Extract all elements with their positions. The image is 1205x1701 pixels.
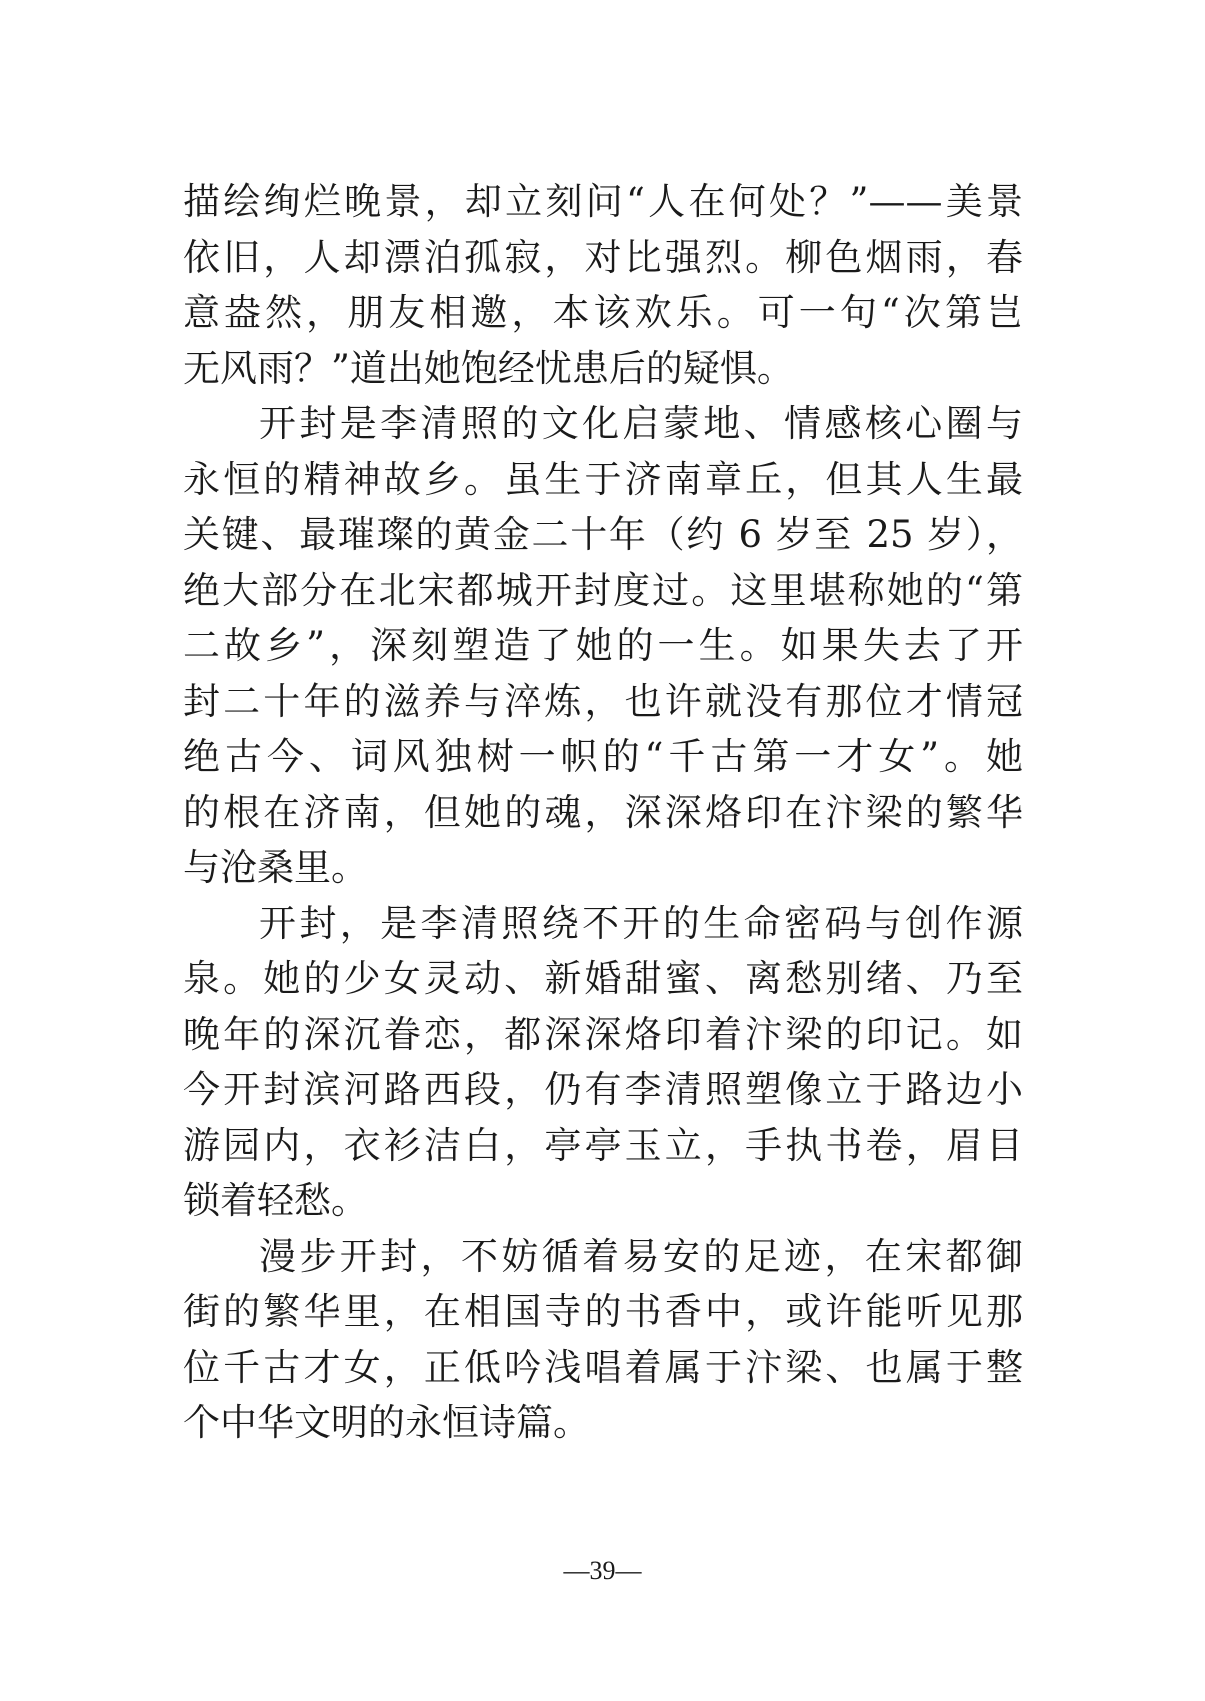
text-line: 开封，是李清照绕不开的生命密码与创作源 bbox=[259, 901, 1023, 945]
text-line: 意盎然，朋友相邀，本该欢乐。可一句“次第岂 bbox=[183, 291, 1023, 334]
page-number: —39— bbox=[563, 1556, 642, 1585]
text-line: 描绘绚烂晚景，却立刻问“人在何处？”——美景 bbox=[183, 180, 1023, 223]
text-line: 封二十年的滋养与淬炼，也许就没有那位才情冠 bbox=[183, 679, 1023, 723]
text-line: 锁着轻愁。 bbox=[183, 1179, 368, 1222]
text-line: 与沧桑里。 bbox=[183, 846, 368, 889]
text-line: 漫步开封，不妨循着易安的足迹，在宋都御 bbox=[259, 1234, 1023, 1278]
paragraph-3 bbox=[183, 896, 1023, 1229]
text-line: 泉。她的少女灵动、新婚甜蜜、离愁别绪、乃至 bbox=[183, 957, 1023, 1000]
text-line: 游园内，衣衫洁白，亭亭玉立，手执书卷，眉目 bbox=[183, 1123, 1023, 1167]
paragraph-1 bbox=[183, 174, 1023, 396]
text-line: 开封是李清照的文化启蒙地、情感核心圈与 bbox=[259, 402, 1023, 445]
body-text bbox=[183, 174, 1023, 1451]
text-line: 的根在济南，但她的魂，深深烙印在汴梁的繁华 bbox=[183, 790, 1023, 834]
text-line: 今开封滨河路西段，仍有李清照塑像立于路边小 bbox=[183, 1068, 1023, 1111]
text-line: 无风雨？”道出她饱经忧患后的疑惧。 bbox=[183, 346, 794, 390]
paragraph-2 bbox=[183, 396, 1023, 896]
text-line: 晚年的深沉眷恋，都深深烙印着汴梁的印记。如 bbox=[183, 1012, 1023, 1056]
text-line: 绝古今、词风独树一帜的“千古第一才女”。她 bbox=[183, 735, 1023, 778]
text-line: 二故乡”，深刻塑造了她的一生。如果失去了开 bbox=[183, 624, 1023, 667]
text-line: 街的繁华里，在相国寺的书香中，或许能听见那 bbox=[183, 1290, 1023, 1333]
text-line: 永恒的精神故乡。虽生于济南章丘，但其人生最 bbox=[183, 457, 1023, 501]
paragraph-4 bbox=[183, 1229, 1023, 1451]
text-line: 绝大部分在北宋都城开封度过。这里堪称她的“第 bbox=[183, 568, 1023, 612]
text-line: 依旧，人却漂泊孤寂，对比强烈。柳色烟雨，春 bbox=[183, 235, 1023, 279]
text-line: 个中华文明的永恒诗篇。 bbox=[183, 1401, 590, 1444]
text-line: 关键、最璀璨的黄金二十年（约 6 岁至 25 岁）， bbox=[183, 513, 1023, 556]
text-line: 位千古才女，正低吟浅唱着属于汴梁、也属于整 bbox=[183, 1345, 1023, 1389]
